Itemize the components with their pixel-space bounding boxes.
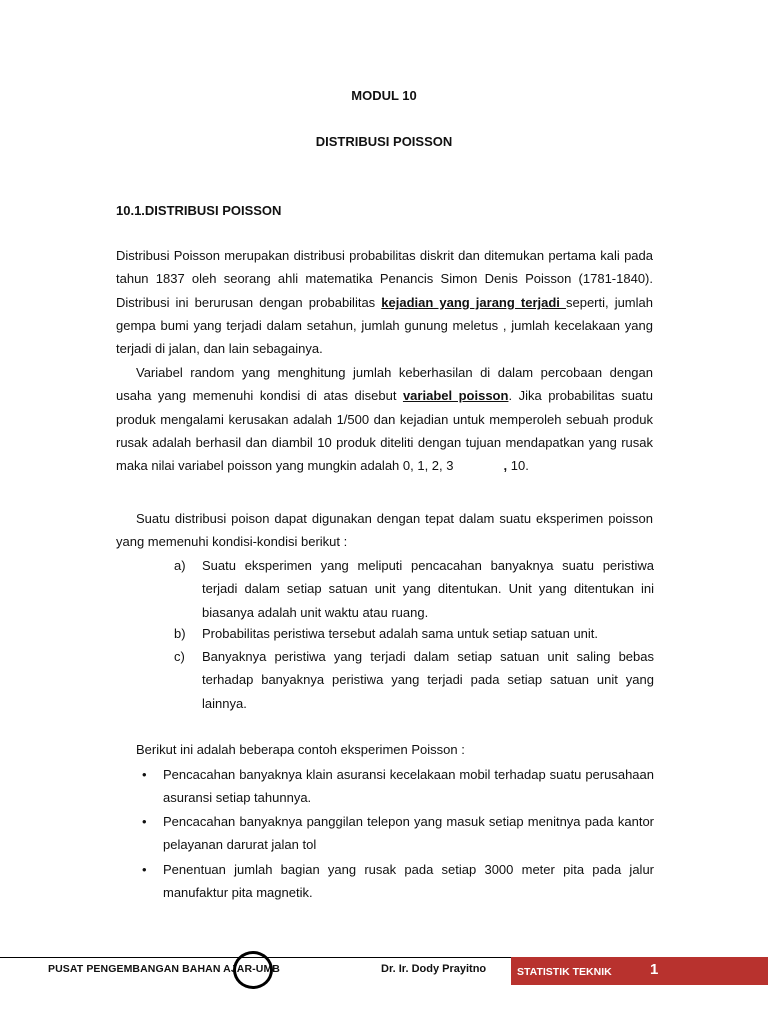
footer-course-box	[511, 957, 768, 985]
examples-intro: Berikut ini adalah beberapa contoh eksperimen Poisson :	[136, 742, 465, 757]
bullet-icon: •	[142, 814, 147, 829]
condition-item	[174, 622, 654, 645]
condition-item	[174, 645, 654, 715]
paragraph-intro-text-2: seperti, jumlah gempa bumi yang terjadi dalam setahun, jumlah gunung meletus , jumlah kecelakaan yang terjadi di jalan, dan lain sebagainya.	[116, 294, 653, 357]
keyword-rare-events: kejadian yang jarang terjadi	[381, 294, 566, 310]
paragraph-intro	[116, 244, 653, 360]
module-title: MODUL 10	[351, 88, 417, 103]
paragraph-variable-comma: ,	[503, 458, 508, 474]
condition-marker: b)	[174, 626, 186, 641]
paragraph-intro-text-1: Distribusi Poisson merupakan distribusi probabilitas diskrit dan ditemukan pertama kali pada tahun 1837 oleh seorang ahli matematika Penancis Simon Denis Poisson (1781-1840). Distribusi ini berurusan dengan probabilitas	[116, 248, 653, 310]
bullet-icon: •	[142, 862, 147, 877]
paragraph-variable-text-3: 10.	[507, 458, 529, 474]
condition-text: Suatu eksperimen yang meliputi pencacahan banyaknya suatu peristiwa terjadi dalam setiap satuan unit yang ditentukan. Unit yang ditentukan ini biasanya adalah unit waktu atau ruang.	[202, 558, 654, 620]
condition-text: Banyaknya peristiwa yang terjadi dalam setiap satuan unit saling bebas terhadap banyaknya peristiwa yang terjadi pada setiap satuan unit yang lainnya.	[202, 649, 654, 711]
footer-course: STATISTIK TEKNIK	[517, 966, 612, 978]
chapter-title: DISTRIBUSI POISSON	[315, 134, 453, 149]
paragraph-variable	[116, 361, 653, 477]
example-text: Pencacahan banyaknya klain asuransi kecelakaan mobil terhadap suatu perusahaan asuransi setiap tahunnya.	[163, 767, 654, 806]
keyword-poisson-variable: variabel poisson	[402, 388, 509, 404]
bullet-icon: •	[142, 767, 147, 782]
condition-item	[174, 554, 654, 624]
page-number: 1	[650, 961, 659, 978]
example-item	[140, 763, 654, 810]
condition-marker: c)	[174, 649, 185, 664]
example-text: Penentuan jumlah bagian yang rusak pada setiap 3000 meter pita pada jalur manufaktur pita magnetik.	[163, 862, 654, 901]
section-heading: 10.1.DISTRIBUSI POISSON	[116, 203, 282, 218]
example-item	[140, 858, 654, 905]
condition-marker: a)	[174, 558, 186, 573]
example-text: Pencacahan banyaknya panggilan telepon yang masuk setiap menitnya pada kantor pelayanan darurat jalan tol	[163, 814, 654, 853]
paragraph-conditions-intro: Suatu distribusi poison dapat digunakan dengan tepat dalam suatu eksperimen poisson yang memenuhi kondisi-kondisi berikut :	[116, 511, 653, 550]
paragraph-variable-text-2: . Jika probabilitas suatu produk mengalami kerusakan adalah 1/500 dan kejadian untuk memperoleh sebuah produk rusak adalah berhasil dan diambil 10 produk diteliti dengan tujuan mendapatkan yang rusak maka nilai variabel poisson yang mungkin adalah 0, 1, 2, 3	[116, 388, 653, 474]
condition-text: Probabilitas peristiwa tersebut adalah sama untuk setiap satuan unit.	[202, 626, 599, 641]
example-item	[140, 810, 654, 857]
footer-institution: PUSAT PENGEMBANGAN BAHAN AJAR-UMB	[48, 963, 280, 975]
footer-author: Dr. Ir. Dody Prayitno	[381, 963, 487, 975]
paragraph-variable-text-1: Variabel random yang menghitung jumlah keberhasilan di dalam percobaan dengan usaha yang memenuhi kondisi di atas disebut	[116, 365, 653, 404]
annotation-circle	[233, 951, 273, 989]
